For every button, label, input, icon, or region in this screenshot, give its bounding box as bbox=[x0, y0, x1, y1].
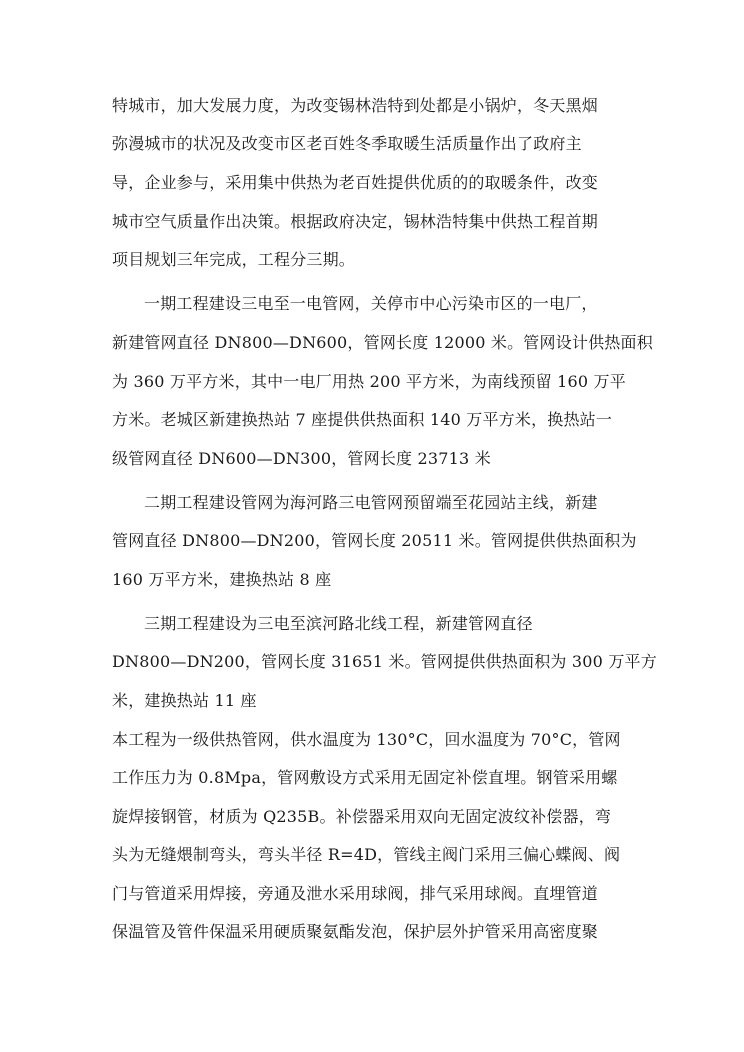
paragraph-line: 三期工程建设为三电至滨河路北线工程，新建管网直径 bbox=[144, 614, 533, 633]
paragraph-line: 米，建换热站 11 座 bbox=[112, 691, 257, 710]
paragraph-line: 弥漫城市的状况及改变市区老百姓冬季取暖生活质量作出了政府主 bbox=[112, 134, 582, 153]
paragraph-line: DN800—DN200，管网长度 31651 米。管网提供供热面积为 300 万平方 bbox=[112, 652, 657, 671]
paragraph-line: 一期工程建设三电至一电管网，关停市中心污染市区的一电厂， bbox=[144, 294, 598, 313]
paragraph-line: 特城市，加大发展力度，为改变锡林浩特到处都是小锅炉，冬天黑烟 bbox=[112, 96, 599, 115]
paragraph-line: 方米。老城区新建换热站 7 座提供供热面积 140 万平方米，换热站一 bbox=[112, 410, 613, 429]
paragraph-line: 旋焊接钢管，材质为 Q235B。补偿器采用双向无固定波纹补偿器，弯 bbox=[112, 807, 612, 826]
paragraph-line: 为 360 万平方米，其中一电厂用热 200 平方米，为南线预留 160 万平 bbox=[112, 372, 626, 391]
paragraph-line: 保温管及管件保温采用硬质聚氨酯发泡，保护层外护管采用高密度聚 bbox=[112, 922, 599, 941]
paragraph-line: 本工程为一级供热管网，供水温度为 130°C，回水温度为 70°C，管网 bbox=[112, 730, 621, 749]
paragraph-line: 级管网直径 DN600—DN300，管网长度 23713 米 bbox=[112, 449, 491, 468]
paragraph-line: 工作压力为 0.8Mpa，管网敷设方式采用无固定补偿直埋。钢管采用螺 bbox=[112, 768, 618, 787]
paragraph-line: 项目规划三年完成，工程分三期。 bbox=[112, 250, 356, 269]
paragraph-line: 二期工程建设管网为海河路三电管网预留端至花园站主线，新建 bbox=[144, 493, 598, 512]
paragraph-line: 管网直径 DN800—DN200，管网长度 20511 米。管网提供供热面积为 bbox=[112, 531, 637, 550]
paragraph-line: 160 万平方米，建换热站 8 座 bbox=[112, 570, 332, 589]
paragraph-line: 导，企业参与，采用集中供热为老百姓提供优质的的取暖条件，改变 bbox=[112, 173, 599, 192]
paragraph-line: 城市空气质量作出决策。根据政府决定，锡林浩特集中供热工程首期 bbox=[112, 212, 599, 231]
paragraph-line: 头为无缝煨制弯头，弯头半径 R=4D，管线主阀门采用三偏心蝶阀、阀 bbox=[112, 845, 621, 864]
paragraph-line: 门与管道采用焊接，旁通及泄水采用球阀，排气采用球阀。直埋管道 bbox=[112, 884, 599, 903]
paragraph-line: 新建管网直径 DN800—DN600，管网长度 12000 米。管网设计供热面积 bbox=[112, 333, 653, 352]
